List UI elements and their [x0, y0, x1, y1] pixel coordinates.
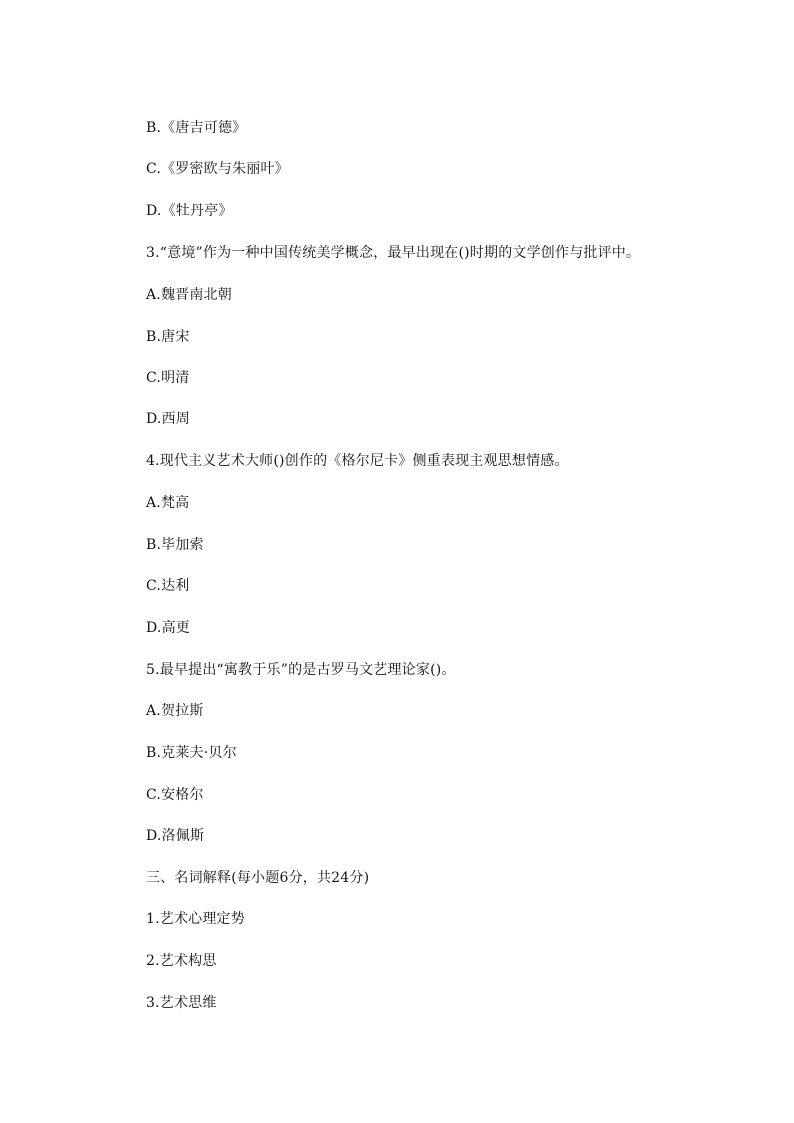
question-3: 3.“意境”作为一种中国传统美学概念，最早出现在()时期的文学创作与批评中。 [146, 245, 641, 261]
option-b-q5: B.克莱夫·贝尔 [146, 745, 237, 761]
option-a-q4: A.梵高 [146, 495, 190, 511]
option-c-q3: C.明清 [146, 370, 190, 386]
option-c-q5: C.安格尔 [146, 787, 204, 803]
option-c-q4: C.达利 [146, 578, 190, 594]
question-5: 5.最早提出“寓教于乐”的是古罗马文艺理论家()。 [146, 662, 456, 678]
option-b-q4: B.毕加索 [146, 537, 204, 553]
option-d-q2: D.《牡丹亭》 [146, 203, 233, 219]
option-a-q5: A.贺拉斯 [146, 703, 204, 719]
option-d-q4: D.高更 [146, 620, 190, 636]
option-a-q3: A.魏晋南北朝 [146, 287, 232, 303]
term-2: 2.艺术构思 [146, 953, 217, 969]
section-heading-term-explanation: 三、名词解释(每小题6分，共24分) [146, 870, 370, 886]
option-d-q5: D.洛佩斯 [146, 828, 205, 844]
option-b-q3: B.唐宋 [146, 329, 190, 345]
term-3: 3.艺术思维 [146, 995, 217, 1011]
option-d-q3: D.西周 [146, 411, 190, 427]
term-1: 1.艺术心理定势 [146, 911, 245, 927]
option-c-q2: C.《罗密欧与朱丽叶》 [146, 161, 289, 177]
question-4: 4.现代主义艺术大师()创作的《格尔尼卡》侧重表现主观思想情感。 [146, 453, 569, 469]
option-b-q2: B.《唐吉可德》 [146, 120, 247, 136]
